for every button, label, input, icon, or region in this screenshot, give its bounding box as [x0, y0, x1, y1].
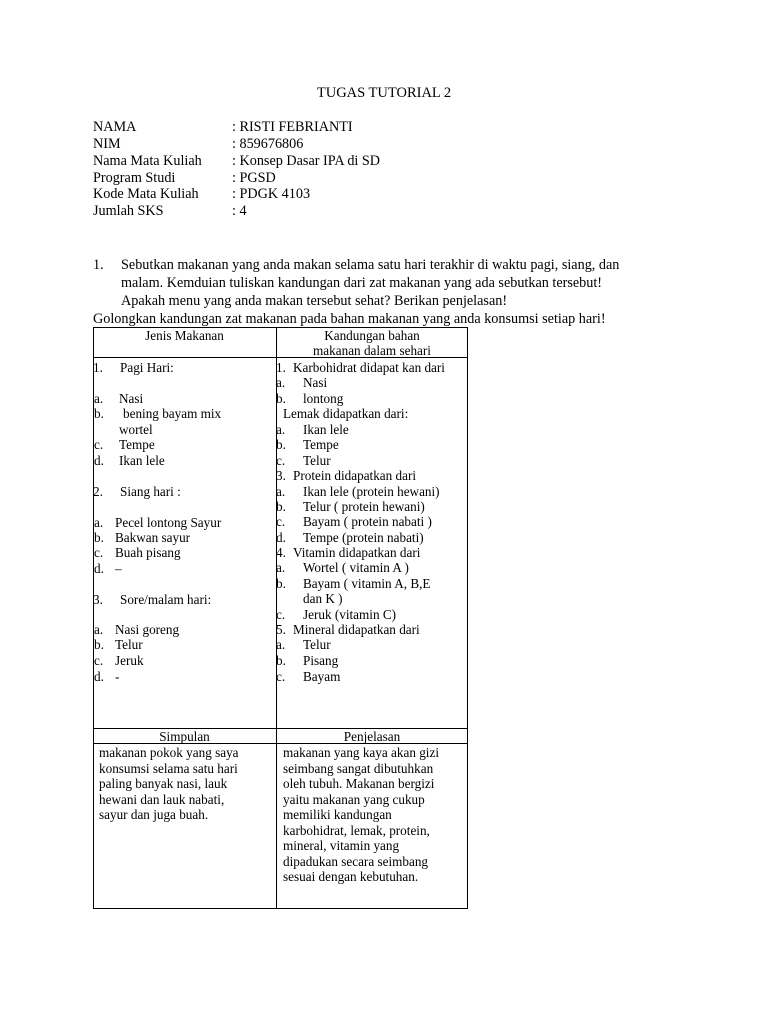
penjelasan-line: makanan yang kaya akan gizi [283, 745, 439, 760]
kandungan-item-marker: a. [276, 484, 286, 499]
kandungan-item-marker: 4. [276, 545, 286, 560]
header-simpulan: Simpulan [159, 729, 210, 744]
kandungan-item-text: Telur [303, 637, 331, 652]
kandungan-item-text: Pisang [303, 653, 339, 668]
question-line: malam. Kemduian tuliskan kandungan dari zat makanan yang ada sebutkan tersebut! [121, 275, 603, 291]
kandungan-item-text: Vitamin didapatkan dari [293, 545, 421, 560]
jenis-makanan-item-marker: d. [94, 669, 104, 684]
jenis-makanan-item-marker: a. [94, 391, 104, 406]
kandungan-item-text: Protein didapatkan dari [293, 468, 417, 483]
question-instruction: Golongkan kandungan zat makanan pada bahan makanan yang anda konsumsi setiap hari! [93, 311, 606, 327]
kandungan-item-marker: c. [276, 669, 286, 684]
kandungan-item-marker: a. [276, 422, 286, 437]
kandungan-item-marker: 5. [276, 622, 286, 637]
label-mata-kuliah: Nama Mata Kuliah [93, 153, 202, 169]
kandungan-item-marker: b. [276, 499, 286, 514]
kandungan-item-text: Bayam ( vitamin A, B,E [303, 576, 431, 591]
kandungan-item-text: Nasi [303, 375, 328, 390]
simpulan-line: sayur dan juga buah. [99, 807, 209, 822]
kandungan-item-marker: b. [276, 653, 286, 668]
jenis-makanan-item-marker: d. [94, 561, 104, 576]
jenis-makanan-item-marker: 1. [93, 360, 103, 375]
jenis-makanan-item-text: Jeruk [115, 653, 144, 668]
kandungan-item-marker: a. [276, 560, 286, 575]
jenis-makanan-item-marker: c. [94, 437, 104, 452]
kandungan-item-text: Telur [303, 453, 331, 468]
kandungan-item-text: Bayam [303, 669, 341, 684]
kandungan-item-marker: d. [276, 530, 286, 545]
jenis-makanan-item-marker: c. [94, 653, 104, 668]
jenis-makanan-item-text: Pecel lontong Sayur [115, 515, 222, 530]
value-nim: : 859676806 [232, 136, 304, 152]
jenis-makanan-item-text: Nasi goreng [115, 622, 180, 637]
penjelasan-line: seimbang sangat dibutuhkan [283, 760, 434, 776]
table-border-right [467, 327, 468, 909]
jenis-makanan-item-text: Sore/malam hari: [120, 592, 212, 607]
simpulan-line: konsumsi selama satu hari [99, 760, 238, 776]
penjelasan-line: karbohidrat, lemak, protein, [283, 822, 430, 838]
jenis-makanan-item-marker: 3. [93, 592, 103, 607]
simpulan-line: paling banyak nasi, lauk [99, 776, 228, 791]
jenis-makanan-item-text: – [115, 561, 122, 576]
penjelasan-line: mineral, vitamin yang [283, 838, 400, 853]
jenis-makanan-item-text: Nasi [119, 391, 144, 406]
question-line: Apakah menu yang anda makan tersebut sehat? Berikan penjelasan! [121, 293, 508, 309]
jenis-makanan-item-marker: b. [94, 530, 104, 545]
jenis-makanan-item-text: Ikan lele [119, 453, 165, 468]
kandungan-item-text: lontong [303, 391, 344, 406]
kandungan-item-marker: b. [276, 391, 286, 406]
header-jenis-makanan: Jenis Makanan [145, 328, 224, 343]
kandungan-item-text: Wortel ( vitamin A ) [303, 560, 409, 575]
value-nama: : RISTI FEBRIANTI [232, 119, 353, 135]
penjelasan-line: dipadukan secara seimbang [283, 853, 429, 869]
question-line: Sebutkan makanan yang anda makan selama satu hari terakhir di waktu pagi, siang, dan [121, 257, 620, 273]
jenis-makanan-item-marker: b. [94, 637, 104, 652]
page-title: TUGAS TUTORIAL 2 [316, 85, 452, 101]
jenis-makanan-item-text: Pagi Hari: [120, 360, 174, 375]
label-kode-mata-kuliah: Kode Mata Kuliah [93, 186, 199, 202]
jenis-makanan-item-text: Bakwan sayur [115, 530, 191, 545]
jenis-makanan-item-marker: 2. [93, 484, 103, 499]
jenis-makanan-item-marker: c. [94, 545, 104, 560]
table-border-bottom [93, 908, 468, 909]
penjelasan-line: sesuai dengan kebutuhan. [283, 869, 419, 884]
value-jumlah-sks: : 4 [232, 203, 247, 219]
simpulan-line: makanan pokok yang saya [99, 745, 239, 760]
penjelasan-line: oleh tubuh. Makanan bergizi [283, 776, 435, 791]
header-penjelasan: Penjelasan [343, 729, 401, 744]
kandungan-item-marker: a. [276, 375, 286, 390]
kandungan-item-marker: 3. [276, 468, 286, 483]
jenis-makanan-item-marker: a. [94, 622, 104, 637]
kandungan-item-text: Tempe [303, 437, 339, 452]
header-kandungan-sub: makanan dalam sehari [313, 343, 431, 358]
jenis-makanan-item-text: Telur [115, 637, 143, 652]
jenis-makanan-item-text: wortel [119, 422, 153, 437]
kandungan-item-marker: c. [276, 514, 286, 529]
kandungan-item-text: Karbohidrat didapat kan dari [293, 360, 445, 375]
question-number: 1. [93, 257, 104, 273]
jenis-makanan-item-marker: b. [94, 406, 104, 421]
jenis-makanan-item-marker: d. [94, 453, 104, 468]
header-kandungan: Kandungan bahan [324, 328, 420, 343]
kandungan-item-text: Ikan lele (protein hewani) [303, 484, 440, 499]
jenis-makanan-item-text: bening bayam mix [123, 406, 222, 421]
jenis-makanan-item-text: Buah pisang [115, 545, 181, 560]
kandungan-item-marker: c. [276, 607, 286, 622]
label-nim: NIM [93, 136, 121, 152]
label-nama: NAMA [93, 119, 137, 135]
kandungan-item-text: Telur ( protein hewani) [303, 499, 425, 514]
kandungan-item-text: dan K ) [303, 591, 343, 606]
penjelasan-line: yaitu makanan yang cukup [283, 791, 425, 807]
kandungan-item-text: Jeruk (vitamin C) [303, 607, 397, 622]
kandungan-item-marker: 1. [276, 360, 286, 375]
value-kode-mata-kuliah: : PDGK 4103 [232, 186, 311, 202]
kandungan-item-text: Tempe (protein nabati) [303, 530, 424, 545]
kandungan-item-marker: b. [276, 576, 286, 591]
jenis-makanan-item-text: Siang hari : [120, 484, 181, 499]
jenis-makanan-item-marker: a. [94, 515, 104, 530]
value-program-studi: : PGSD [232, 170, 276, 186]
jenis-makanan-item-text: - [115, 669, 120, 684]
simpulan-line: hewani dan lauk nabati, [99, 791, 225, 807]
kandungan-item-marker: a. [276, 637, 286, 652]
kandungan-item-text: Bayam ( protein nabati ) [303, 514, 432, 529]
kandungan-item-text: Ikan lele [303, 422, 349, 437]
kandungan-item-text: Lemak didapatkan dari: [283, 406, 409, 421]
label-program-studi: Program Studi [93, 170, 176, 186]
kandungan-item-marker: c. [276, 453, 286, 468]
kandungan-item-text: Mineral didapatkan dari [293, 622, 420, 637]
jenis-makanan-item-text: Tempe [119, 437, 155, 452]
kandungan-item-marker: b. [276, 437, 286, 452]
penjelasan-line: memiliki kandungan [283, 807, 392, 822]
value-mata-kuliah: : Konsep Dasar IPA di SD [232, 153, 381, 169]
label-jumlah-sks: Jumlah SKS [93, 203, 164, 219]
